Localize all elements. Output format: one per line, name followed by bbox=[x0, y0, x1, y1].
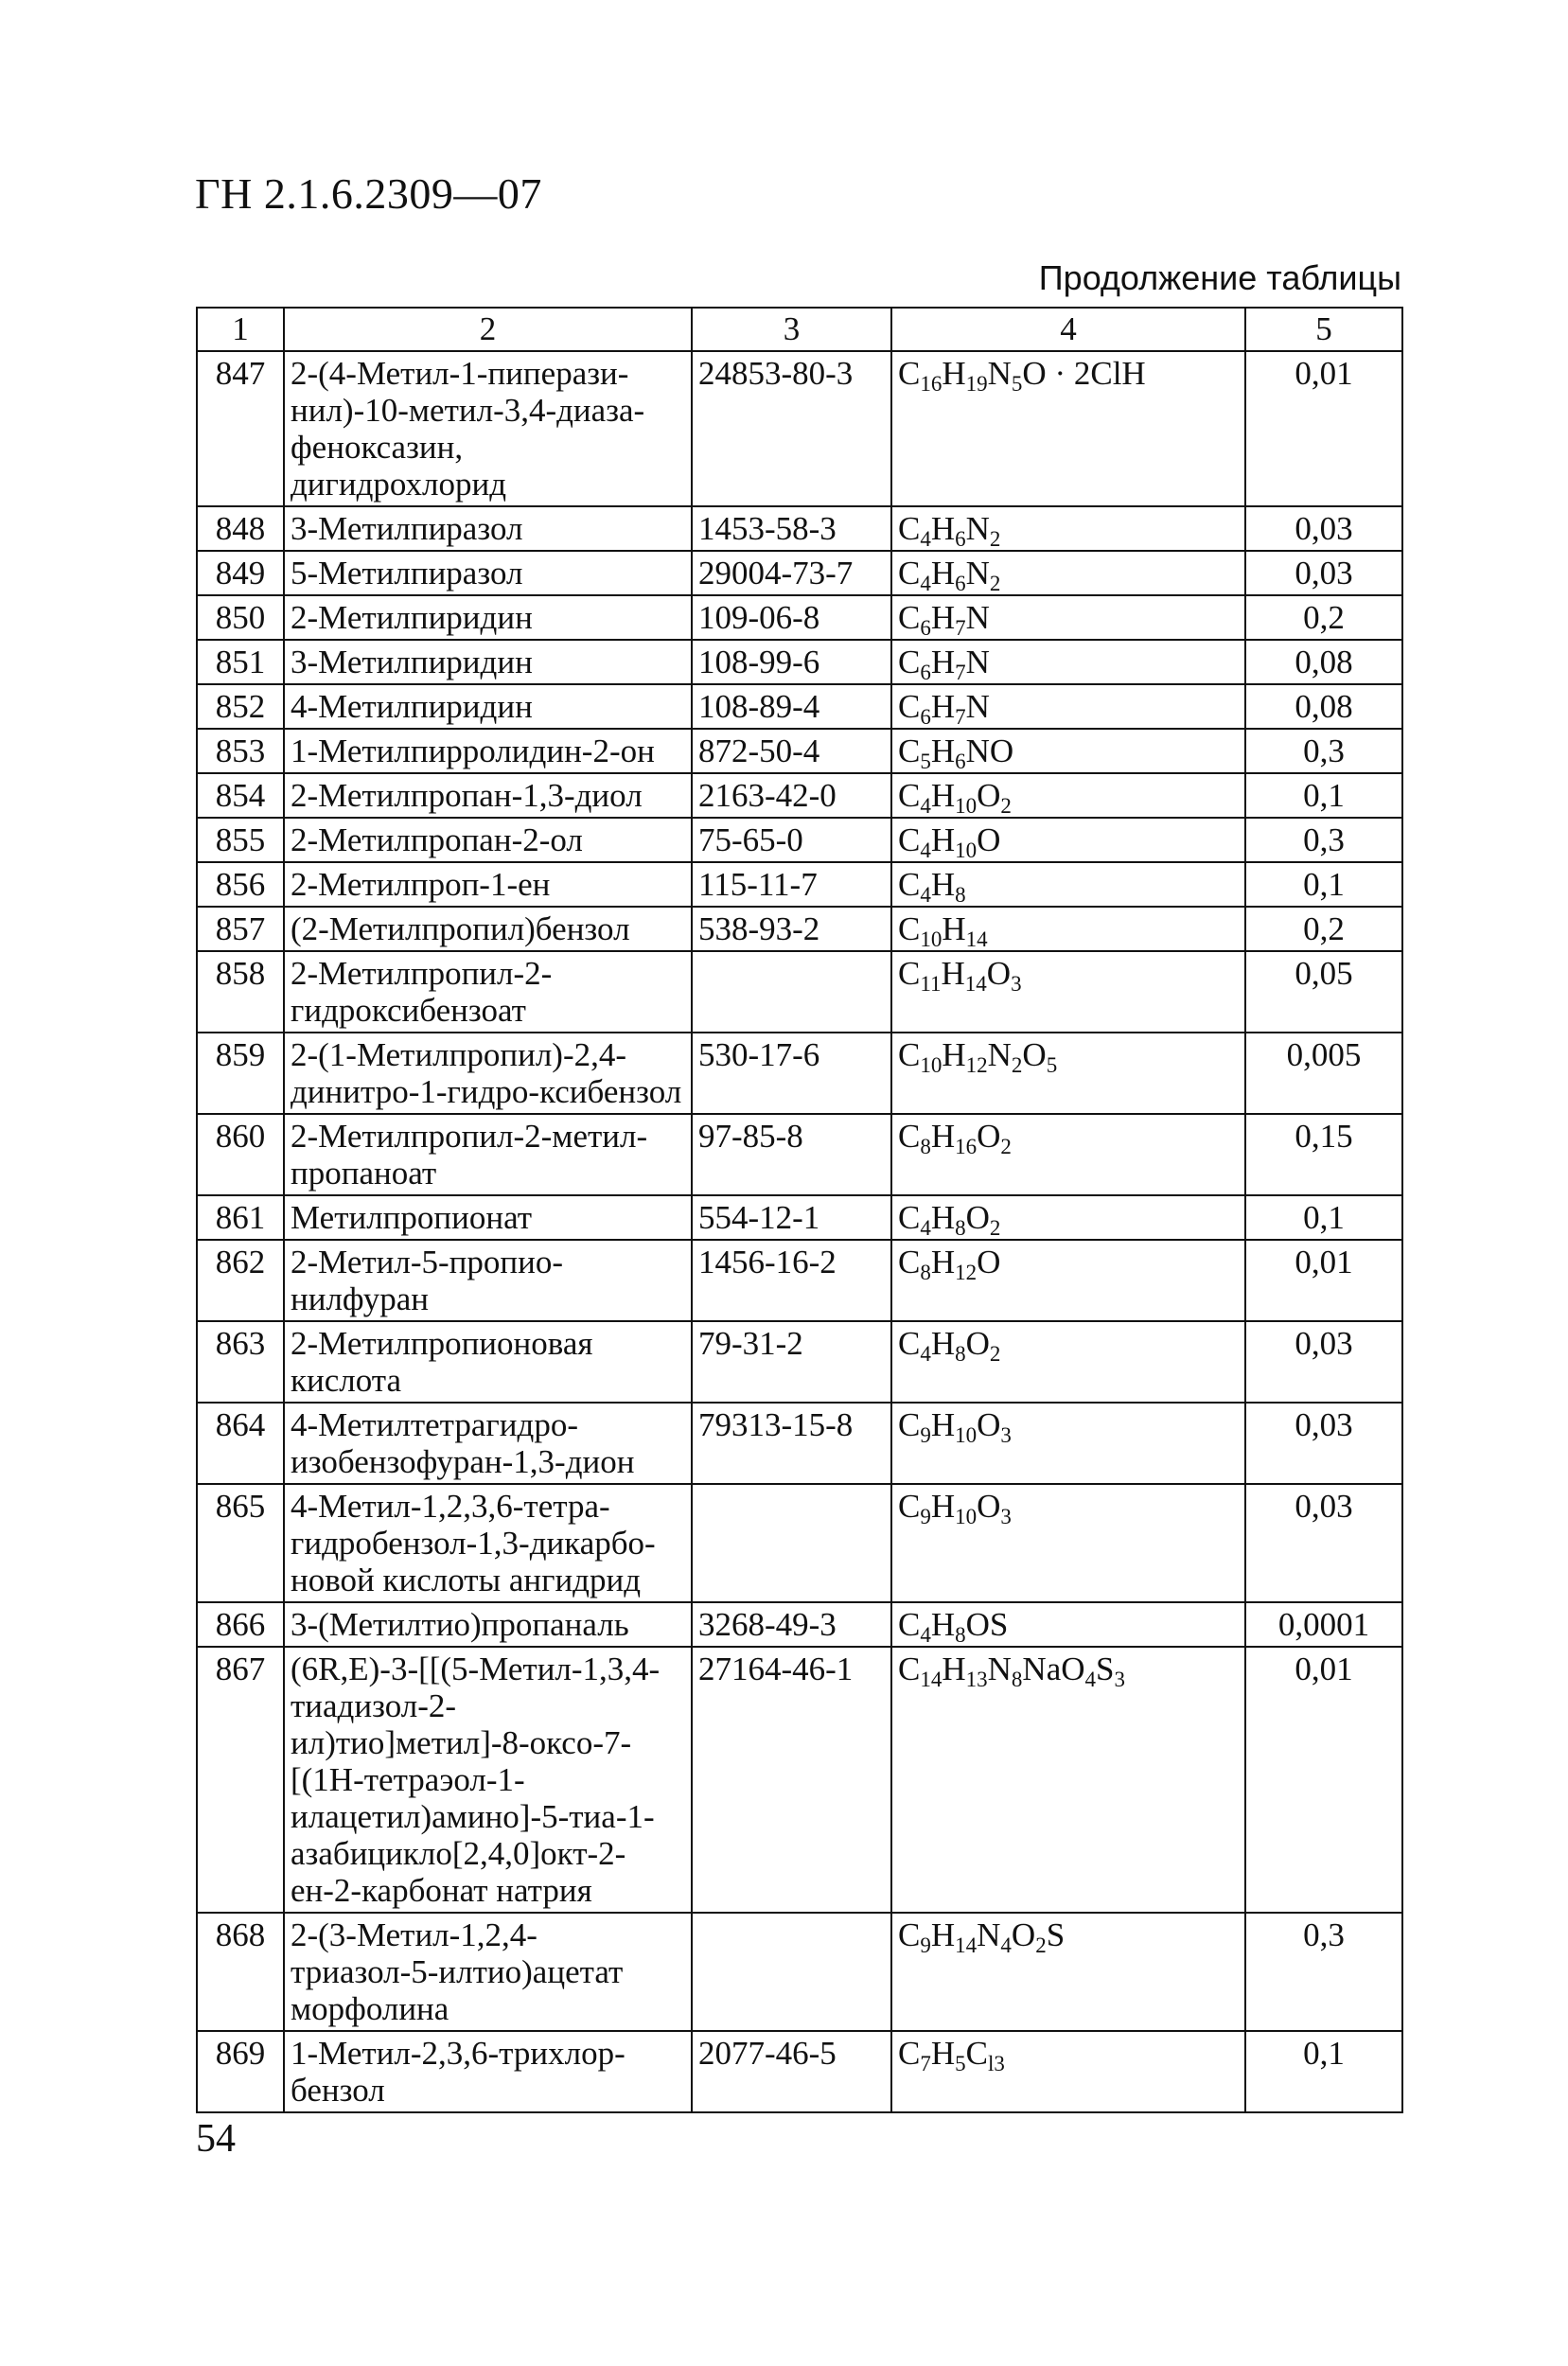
formula-cell bbox=[891, 551, 1245, 595]
substance-name-cell: 3-Метилпиразол bbox=[284, 506, 692, 551]
table-row bbox=[197, 907, 1402, 951]
row-number-cell: 858 bbox=[197, 951, 284, 1033]
formula-cell bbox=[891, 951, 1245, 1033]
formula-subscript: 4 bbox=[920, 883, 931, 907]
concentration-cell: 0,0001 bbox=[1245, 1602, 1402, 1647]
substance-table bbox=[196, 307, 1403, 2113]
cas-number-cell bbox=[692, 1484, 891, 1602]
row-number-cell: 851 bbox=[197, 640, 284, 684]
formula-subscript: 5 bbox=[920, 750, 931, 773]
formula-subscript: 7 bbox=[955, 661, 966, 684]
concentration-cell: 0,15 bbox=[1245, 1114, 1402, 1195]
formula-part: C bbox=[898, 1651, 921, 1687]
substance-name-cell: Метилпропионат bbox=[284, 1195, 692, 1240]
formula-part: C bbox=[898, 688, 921, 725]
cas-number-cell: 530-17-6 bbox=[692, 1033, 891, 1114]
formula-part: O bbox=[1022, 1036, 1047, 1073]
formula-part: H bbox=[930, 1406, 956, 1443]
table-row bbox=[197, 640, 1402, 684]
formula-subscript: 4 bbox=[1084, 1668, 1097, 1691]
substance-name-cell: 2-(4-Метил-1-пиперази-нил)-10-метил-3,4-диаза-феноксазин, дигидрохлорид bbox=[284, 351, 692, 506]
cas-number-cell: 554-12-1 bbox=[692, 1195, 891, 1240]
concentration-cell: 0,03 bbox=[1245, 1484, 1402, 1602]
cas-number-cell: 79313-15-8 bbox=[692, 1403, 891, 1484]
substance-name-cell: 3-Метилпиридин bbox=[284, 640, 692, 684]
formula-subscript: 12 bbox=[965, 1053, 988, 1077]
formula-part: O bbox=[977, 1488, 1001, 1525]
row-number-cell: 848 bbox=[197, 506, 284, 551]
formula-part: O bbox=[977, 821, 1001, 858]
formula-subscript: 16 bbox=[955, 1135, 978, 1158]
row-number-cell: 866 bbox=[197, 1602, 284, 1647]
cas-number-cell: 115-11-7 bbox=[692, 862, 891, 907]
document-code: ГН 2.1.6.2309—07 bbox=[195, 169, 542, 218]
formula-subscript: 6 bbox=[920, 661, 931, 684]
formula-part: C bbox=[898, 644, 921, 680]
concentration-cell: 0,01 bbox=[1245, 1647, 1402, 1913]
substance-name-cell: 3-(Метилтио)пропаналь bbox=[284, 1602, 692, 1647]
row-number-cell: 869 bbox=[197, 2031, 284, 2112]
formula-subscript: 7 bbox=[920, 2052, 931, 2075]
formula-cell bbox=[891, 1602, 1245, 1647]
cas-number-cell: 2077-46-5 bbox=[692, 2031, 891, 2112]
formula-cell bbox=[891, 818, 1245, 862]
formula-part: N bbox=[965, 644, 990, 680]
concentration-cell: 0,03 bbox=[1245, 506, 1402, 551]
header-cell: 5 bbox=[1245, 308, 1402, 351]
substance-name-cell: 4-Метилтетрагидро-изобензофуран-1,3-дион bbox=[284, 1403, 692, 1484]
formula-subscript: 4 bbox=[920, 1216, 931, 1240]
formula-subscript: 11 bbox=[920, 972, 942, 996]
formula-part: H bbox=[930, 1488, 956, 1525]
formula-subscript: 14 bbox=[955, 1933, 978, 1957]
formula-part: C bbox=[898, 733, 921, 769]
formula-subscript: 7 bbox=[955, 616, 966, 640]
formula-subscript: 2 bbox=[1011, 1053, 1023, 1077]
substance-name-cell: 2-Метилпропан-1,3-диол bbox=[284, 773, 692, 818]
formula-cell bbox=[891, 351, 1245, 506]
formula-part: C bbox=[898, 1606, 921, 1643]
formula-subscript: 4 bbox=[920, 1623, 931, 1647]
formula-cell bbox=[891, 729, 1245, 773]
formula-cell bbox=[891, 1240, 1245, 1321]
formula-part: H bbox=[930, 777, 956, 814]
concentration-cell: 0,01 bbox=[1245, 351, 1402, 506]
formula-subscript: 3 bbox=[1000, 1423, 1012, 1447]
formula-subscript: 6 bbox=[955, 572, 966, 595]
table-row bbox=[197, 1321, 1402, 1403]
formula-part: H bbox=[930, 866, 956, 903]
formula-subscript: 5 bbox=[955, 2052, 966, 2075]
formula-part: N bbox=[965, 510, 990, 547]
formula-part: H bbox=[930, 644, 956, 680]
formula-part: C bbox=[898, 355, 921, 392]
formula-subscript: 8 bbox=[955, 1216, 966, 1240]
substance-name-cell: 4-Метил-1,2,3,6-тетра-гидробензол-1,3-дикарбо-новой кислоты ангидрид bbox=[284, 1484, 692, 1602]
formula-cell bbox=[891, 907, 1245, 951]
concentration-cell: 0,1 bbox=[1245, 2031, 1402, 2112]
substance-name-cell: 1-Метил-2,3,6-трихлор-бензол bbox=[284, 2031, 692, 2112]
formula-cell bbox=[891, 1195, 1245, 1240]
formula-subscript: 2 bbox=[989, 527, 1001, 551]
formula-part: O bbox=[1011, 1916, 1036, 1953]
table-row bbox=[197, 1484, 1402, 1602]
formula-subscript: 2 bbox=[1000, 1135, 1012, 1158]
formula-part: C bbox=[898, 1325, 921, 1362]
cas-number-cell bbox=[692, 951, 891, 1033]
formula-subscript: 3 bbox=[1114, 1668, 1125, 1691]
substance-name-cell: 4-Метилпиридин bbox=[284, 684, 692, 729]
formula-part: C bbox=[965, 2035, 988, 2072]
formula-subscript: 8 bbox=[920, 1135, 931, 1158]
formula-subscript: 2 bbox=[1035, 1933, 1047, 1957]
cas-number-cell: 1453-58-3 bbox=[692, 506, 891, 551]
formula-part: C bbox=[898, 821, 921, 858]
cas-number-cell: 1456-16-2 bbox=[692, 1240, 891, 1321]
table-row bbox=[197, 1647, 1402, 1913]
row-number-cell: 863 bbox=[197, 1321, 284, 1403]
formula-part: O bbox=[965, 1199, 990, 1236]
formula-subscript: 8 bbox=[920, 1261, 931, 1284]
substance-name-cell: 2-Метилпроп-1-ен bbox=[284, 862, 692, 907]
concentration-cell: 0,03 bbox=[1245, 1403, 1402, 1484]
formula-subscript: 9 bbox=[920, 1505, 931, 1528]
cas-number-cell: 24853-80-3 bbox=[692, 351, 891, 506]
row-number-cell: 855 bbox=[197, 818, 284, 862]
formula-cell bbox=[891, 1403, 1245, 1484]
header-cell: 2 bbox=[284, 308, 692, 351]
formula-part: S bbox=[1046, 1916, 1066, 1953]
table-row bbox=[197, 1602, 1402, 1647]
concentration-cell: 0,1 bbox=[1245, 1195, 1402, 1240]
formula-subscript: 5 bbox=[1011, 372, 1023, 396]
row-number-cell: 847 bbox=[197, 351, 284, 506]
formula-subscript: 2 bbox=[989, 572, 1001, 595]
formula-subscript: 6 bbox=[920, 705, 931, 729]
formula-part: C bbox=[898, 777, 921, 814]
substance-name-cell: 2-Метилпиридин bbox=[284, 595, 692, 640]
row-number-cell: 856 bbox=[197, 862, 284, 907]
substance-name-cell: 2-Метилпропан-2-ол bbox=[284, 818, 692, 862]
table-row bbox=[197, 1114, 1402, 1195]
formula-subscript: 7 bbox=[955, 705, 966, 729]
substance-name-cell: 1-Метилпирролидин-2-он bbox=[284, 729, 692, 773]
table-row bbox=[197, 1195, 1402, 1240]
concentration-cell: 0,1 bbox=[1245, 862, 1402, 907]
formula-subscript: 12 bbox=[955, 1261, 978, 1284]
formula-subscript: 4 bbox=[920, 839, 931, 862]
formula-part: H bbox=[930, 510, 956, 547]
formula-part: O bbox=[986, 955, 1012, 992]
row-number-cell: 850 bbox=[197, 595, 284, 640]
formula-cell bbox=[891, 506, 1245, 551]
formula-part: H bbox=[942, 1651, 966, 1687]
formula-cell bbox=[891, 1114, 1245, 1195]
formula-part: O bbox=[977, 1406, 1001, 1443]
row-number-cell: 865 bbox=[197, 1484, 284, 1602]
formula-part: H bbox=[930, 2035, 956, 2072]
formula-part: S bbox=[1096, 1651, 1115, 1687]
concentration-cell: 0,3 bbox=[1245, 729, 1402, 773]
concentration-cell: 0,2 bbox=[1245, 907, 1402, 951]
formula-cell bbox=[891, 2031, 1245, 2112]
formula-cell bbox=[891, 862, 1245, 907]
formula-subscript: 8 bbox=[955, 1623, 966, 1647]
row-number-cell: 853 bbox=[197, 729, 284, 773]
formula-subscript: 10 bbox=[955, 839, 978, 862]
formula-cell bbox=[891, 1033, 1245, 1114]
table-row bbox=[197, 506, 1402, 551]
formula-subscript: 8 bbox=[955, 1342, 966, 1366]
substance-name-cell: 2-Метил-5-пропио-нилфуран bbox=[284, 1240, 692, 1321]
formula-subscript: 3 bbox=[1000, 1505, 1012, 1528]
formula-part: C bbox=[898, 599, 921, 636]
formula-subscript: 4 bbox=[920, 572, 931, 595]
formula-part: C bbox=[898, 1118, 921, 1155]
formula-part: NaO bbox=[1022, 1651, 1085, 1687]
cas-number-cell: 3268-49-3 bbox=[692, 1602, 891, 1647]
formula-part: H bbox=[930, 1118, 956, 1155]
substance-name-cell: 2-Метилпропионовая кислота bbox=[284, 1321, 692, 1403]
formula-subscript: 3 bbox=[1011, 972, 1022, 996]
formula-part: C bbox=[898, 2035, 921, 2072]
formula-part: O bbox=[977, 1118, 1001, 1155]
formula-part: H bbox=[930, 821, 956, 858]
formula-subscript: 19 bbox=[965, 372, 988, 396]
formula-part: O bbox=[977, 1244, 1001, 1280]
concentration-cell: 0,05 bbox=[1245, 951, 1402, 1033]
formula-subscript: l3 bbox=[988, 2052, 1005, 2075]
table-row bbox=[197, 1913, 1402, 2031]
formula-part: C bbox=[898, 555, 921, 592]
formula-cell bbox=[891, 773, 1245, 818]
formula-part: N bbox=[987, 1036, 1012, 1073]
row-number-cell: 849 bbox=[197, 551, 284, 595]
formula-subscript: 4 bbox=[920, 527, 931, 551]
formula-subscript: 4 bbox=[1000, 1933, 1012, 1957]
table-row bbox=[197, 951, 1402, 1033]
table-continuation-label: Продолжение таблицы bbox=[1038, 258, 1401, 297]
concentration-cell: 0,3 bbox=[1245, 818, 1402, 862]
cas-number-cell: 872-50-4 bbox=[692, 729, 891, 773]
cas-number-cell: 29004-73-7 bbox=[692, 551, 891, 595]
table-header-row bbox=[197, 308, 1402, 351]
substance-name-cell: 2-Метилпропил-2-метил-пропаноат bbox=[284, 1114, 692, 1195]
formula-subscript: 10 bbox=[920, 927, 943, 951]
formula-part: C bbox=[898, 1199, 921, 1236]
formula-part: H bbox=[930, 599, 956, 636]
cas-number-cell: 108-89-4 bbox=[692, 684, 891, 729]
formula-part: C bbox=[898, 955, 921, 992]
formula-part: N bbox=[987, 1651, 1012, 1687]
formula-part: H bbox=[942, 1036, 966, 1073]
table-body bbox=[197, 308, 1402, 2112]
row-number-cell: 867 bbox=[197, 1647, 284, 1913]
formula-subscript: 6 bbox=[955, 527, 966, 551]
formula-part: C bbox=[898, 1916, 921, 1953]
concentration-cell: 0,3 bbox=[1245, 1913, 1402, 2031]
table-row bbox=[197, 351, 1402, 506]
formula-subscript: 16 bbox=[920, 372, 943, 396]
formula-cell bbox=[891, 640, 1245, 684]
formula-cell bbox=[891, 1647, 1245, 1913]
substance-name-cell: (2-Метилпропил)бензол bbox=[284, 907, 692, 951]
formula-cell bbox=[891, 1321, 1245, 1403]
formula-subscript: 14 bbox=[920, 1668, 943, 1691]
concentration-cell: 0,005 bbox=[1245, 1033, 1402, 1114]
formula-part: O · 2ClH bbox=[1022, 355, 1146, 392]
formula-part: H bbox=[942, 910, 966, 947]
formula-subscript: 6 bbox=[955, 750, 966, 773]
formula-part: OS bbox=[965, 1606, 1009, 1643]
cas-number-cell: 108-99-6 bbox=[692, 640, 891, 684]
formula-subscript: 2 bbox=[1000, 794, 1012, 818]
row-number-cell: 864 bbox=[197, 1403, 284, 1484]
formula-part: NO bbox=[965, 733, 1014, 769]
cas-number-cell: 538-93-2 bbox=[692, 907, 891, 951]
formula-part: C bbox=[898, 1488, 921, 1525]
cas-number-cell: 27164-46-1 bbox=[692, 1647, 891, 1913]
substance-name-cell: 5-Метилпиразол bbox=[284, 551, 692, 595]
formula-subscript: 5 bbox=[1046, 1053, 1058, 1077]
substance-name-cell: 2-(1-Метилпропил)-2,4-динитро-1-гидро-ксибензол bbox=[284, 1033, 692, 1114]
header-cell: 1 bbox=[197, 308, 284, 351]
formula-part: O bbox=[977, 777, 1001, 814]
table-row bbox=[197, 1240, 1402, 1321]
table-row bbox=[197, 684, 1402, 729]
cas-number-cell: 79-31-2 bbox=[692, 1321, 891, 1403]
formula-part: N bbox=[987, 355, 1012, 392]
substance-name-cell: (6R,E)-3-[[(5-Метил-1,3,4-тиадизол-2-ил)тио]метил]-8-оксо-7-[(1Н-тетраэол-1-илацетил)амино]-5-тиа-1-азабицикло[2,4,0]окт-2-ен-2-карбонат натрия bbox=[284, 1647, 692, 1913]
cas-number-cell: 109-06-8 bbox=[692, 595, 891, 640]
formula-cell bbox=[891, 1913, 1245, 2031]
formula-subscript: 10 bbox=[955, 1423, 978, 1447]
formula-subscript: 13 bbox=[965, 1668, 988, 1691]
row-number-cell: 854 bbox=[197, 773, 284, 818]
cas-number-cell: 2163-42-0 bbox=[692, 773, 891, 818]
row-number-cell: 857 bbox=[197, 907, 284, 951]
formula-part: C bbox=[898, 910, 921, 947]
formula-part: H bbox=[930, 733, 956, 769]
formula-part: C bbox=[898, 866, 921, 903]
formula-subscript: 10 bbox=[955, 1505, 978, 1528]
table-row bbox=[197, 1033, 1402, 1114]
row-number-cell: 862 bbox=[197, 1240, 284, 1321]
formula-subscript: 9 bbox=[920, 1933, 931, 1957]
concentration-cell: 0,03 bbox=[1245, 551, 1402, 595]
formula-part: C bbox=[898, 510, 921, 547]
table-row bbox=[197, 2031, 1402, 2112]
cas-number-cell: 97-85-8 bbox=[692, 1114, 891, 1195]
formula-subscript: 14 bbox=[965, 927, 988, 951]
table-row bbox=[197, 773, 1402, 818]
row-number-cell: 852 bbox=[197, 684, 284, 729]
formula-subscript: 2 bbox=[989, 1216, 1001, 1240]
formula-part: N bbox=[977, 1916, 1001, 1953]
row-number-cell: 860 bbox=[197, 1114, 284, 1195]
substance-name-cell: 2-Метилпропил-2-гидроксибензоат bbox=[284, 951, 692, 1033]
table-row bbox=[197, 551, 1402, 595]
formula-part: H bbox=[930, 555, 956, 592]
formula-subscript: 6 bbox=[920, 616, 931, 640]
formula-part: N bbox=[965, 599, 990, 636]
formula-subscript: 2 bbox=[989, 1342, 1001, 1366]
formula-subscript: 8 bbox=[955, 883, 966, 907]
formula-part: H bbox=[930, 688, 956, 725]
concentration-cell: 0,01 bbox=[1245, 1240, 1402, 1321]
table-row bbox=[197, 818, 1402, 862]
formula-subscript: 4 bbox=[920, 1342, 931, 1366]
table-row bbox=[197, 729, 1402, 773]
concentration-cell: 0,08 bbox=[1245, 684, 1402, 729]
concentration-cell: 0,03 bbox=[1245, 1321, 1402, 1403]
concentration-cell: 0,2 bbox=[1245, 595, 1402, 640]
formula-cell bbox=[891, 684, 1245, 729]
cas-number-cell bbox=[692, 1913, 891, 2031]
formula-part: H bbox=[930, 1199, 956, 1236]
formula-part: H bbox=[930, 1916, 956, 1953]
formula-cell bbox=[891, 1484, 1245, 1602]
formula-part: C bbox=[898, 1406, 921, 1443]
formula-subscript: 8 bbox=[1011, 1668, 1023, 1691]
formula-subscript: 10 bbox=[920, 1053, 943, 1077]
row-number-cell: 861 bbox=[197, 1195, 284, 1240]
substance-name-cell: 2-(3-Метил-1,2,4-триазол-5-илтио)ацетат морфолина bbox=[284, 1913, 692, 2031]
concentration-cell: 0,1 bbox=[1245, 773, 1402, 818]
formula-subscript: 4 bbox=[920, 794, 931, 818]
header-cell: 4 bbox=[891, 308, 1245, 351]
concentration-cell: 0,08 bbox=[1245, 640, 1402, 684]
table-row bbox=[197, 1403, 1402, 1484]
formula-part: H bbox=[941, 955, 965, 992]
table-row bbox=[197, 862, 1402, 907]
cas-number-cell: 75-65-0 bbox=[692, 818, 891, 862]
formula-subscript: 14 bbox=[964, 972, 987, 996]
formula-part: H bbox=[930, 1606, 956, 1643]
formula-subscript: 10 bbox=[955, 794, 978, 818]
formula-part: H bbox=[942, 355, 966, 392]
header-cell: 3 bbox=[692, 308, 891, 351]
formula-part: O bbox=[965, 1325, 990, 1362]
table-row bbox=[197, 595, 1402, 640]
formula-part: H bbox=[930, 1325, 956, 1362]
page-number: 54 bbox=[196, 2117, 236, 2161]
row-number-cell: 859 bbox=[197, 1033, 284, 1114]
formula-subscript: 9 bbox=[920, 1423, 931, 1447]
formula-part: C bbox=[898, 1036, 921, 1073]
formula-cell bbox=[891, 595, 1245, 640]
formula-part: N bbox=[965, 688, 990, 725]
formula-part: H bbox=[930, 1244, 956, 1280]
formula-part: C bbox=[898, 1244, 921, 1280]
row-number-cell: 868 bbox=[197, 1913, 284, 2031]
formula-part: N bbox=[965, 555, 990, 592]
